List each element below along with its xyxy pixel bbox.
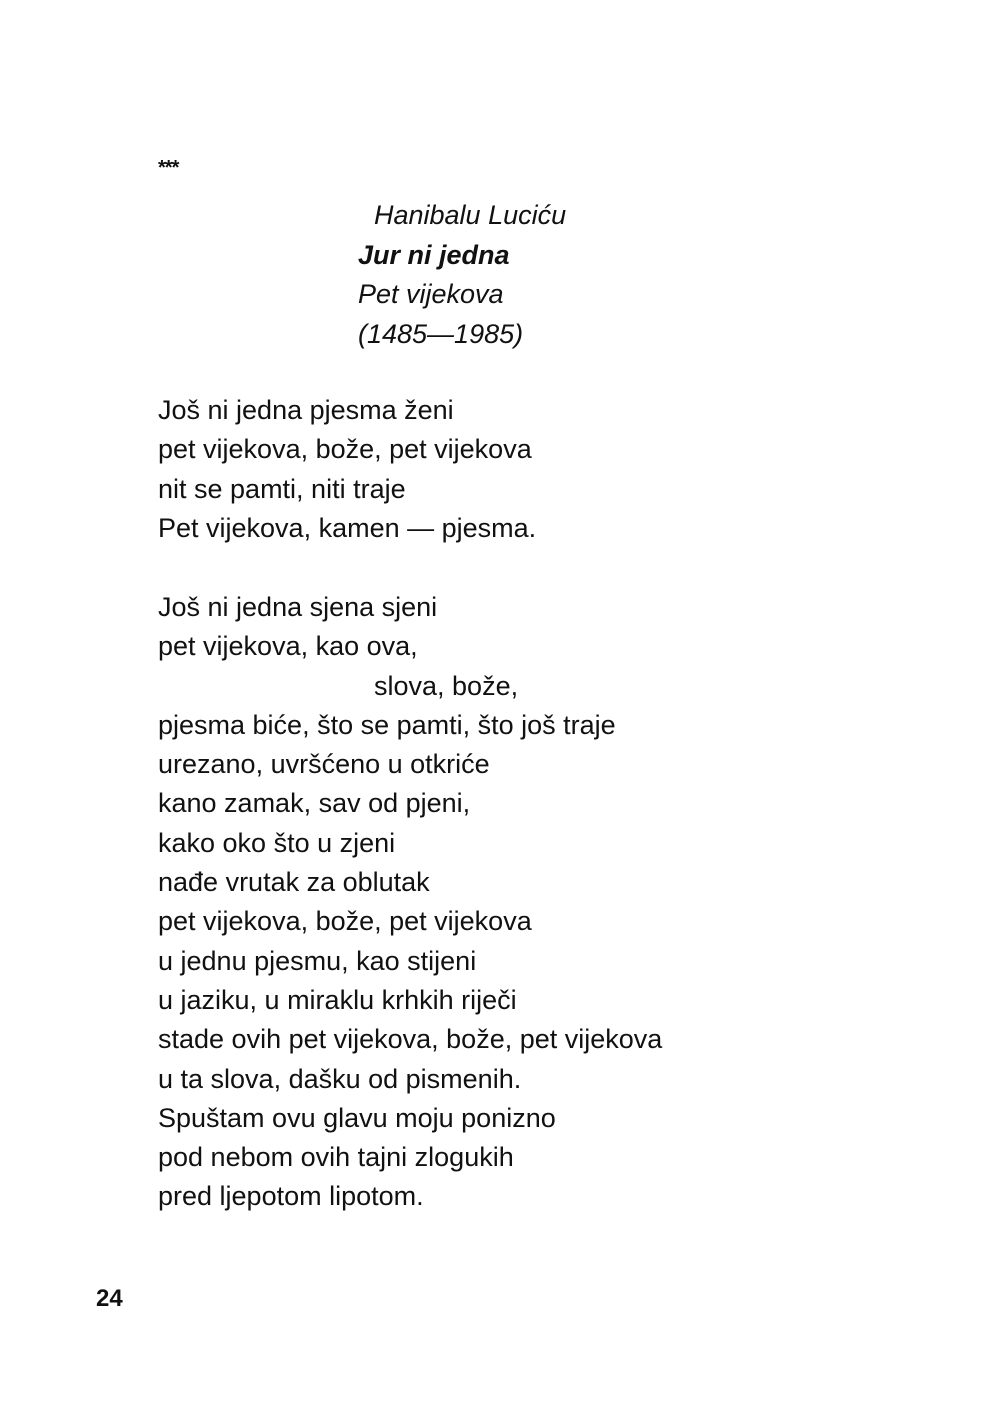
page-number: 24 (96, 1285, 123, 1312)
verse-line: kano zamak, sav od pjeni, (158, 788, 471, 819)
verse-line: pod nebom ovih tajni zlogukih (158, 1142, 514, 1173)
stanza-2 (158, 588, 662, 1217)
verse-line: pet vijekova, bože, pet vijekova (158, 906, 532, 937)
verse-line: u ta slova, dašku od pismenih. (158, 1063, 522, 1094)
verse-line: urezano, uvršćeno u otkriće (158, 749, 490, 780)
section-marker: *** (158, 157, 179, 179)
dedication: Hanibalu Luciću (374, 200, 567, 230)
poem-years: (1485—1985) (358, 318, 524, 349)
stanza-1 (158, 391, 536, 548)
poem-subtitle: Pet vijekova (358, 279, 504, 309)
verse-line: Spuštam ovu glavu moju ponizno (158, 1102, 556, 1133)
verse-line: pet vijekova, kao ova, (158, 631, 418, 662)
verse-line: pet vijekova, bože, pet vijekova (158, 434, 532, 465)
verse-line: nađe vrutak za oblutak (158, 867, 430, 898)
verse-line: Pet vijekova, kamen — pjesma. (158, 512, 537, 543)
verse-line: Još ni jedna sjena sjeni (158, 592, 438, 622)
poem-heading (358, 196, 566, 354)
verse-line: kako oko što u zjeni (158, 827, 396, 858)
verse-line: u jednu pjesmu, kao stijeni (158, 945, 477, 976)
poem-title: Jur ni jedna (358, 239, 510, 270)
verse-line-indented: slova, bože, (374, 670, 519, 701)
verse-line: pjesma biće, što se pamti, što još traje (158, 709, 616, 740)
verse-line: nit se pamti, niti traje (158, 473, 406, 504)
verse-line: Još ni jedna pjesma ženi (158, 395, 454, 425)
verse-line: stade ovih pet vijekova, bože, pet vijekova (158, 1024, 663, 1055)
verse-line: pred ljepotom lipotom. (158, 1181, 424, 1212)
verse-line: u jaziku, u miraklu krhkih riječi (158, 984, 517, 1015)
